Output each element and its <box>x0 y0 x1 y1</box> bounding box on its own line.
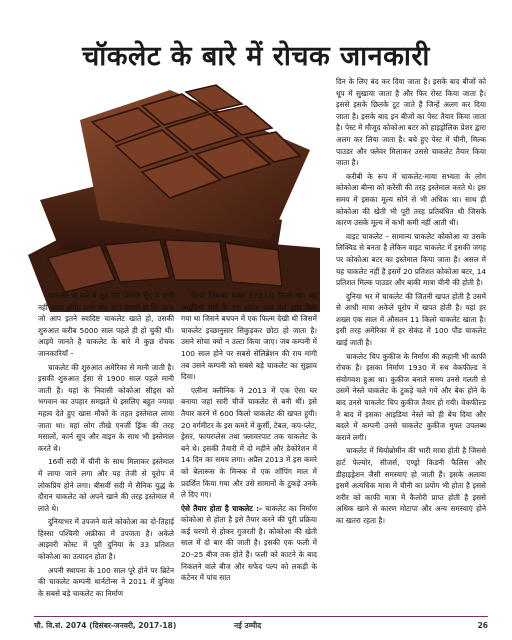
section-heading: ऐसे तैयार होता है चाकलेट :- <box>181 503 263 513</box>
paragraph: अपनी स्थापना के 100 साल पूरे होने पर ब्रिटेन की चाकलेट कम्पनी थार्नटोन्स ने 2011 में दुनिया के सबसे बड़े चाकलेट का निर्माण <box>38 565 174 598</box>
paragraph: वाइट चाकलेट – सामान्य चाकलेट कोकोआ या उसके लिक्विड से बनता है लेकिन वाइट चाकलेट में इसकी जगह पर कोकोआ बटर का इस्तेमाल किया जाता है। असल में यह चाकलेट नहीं है इसमें 20 प्रतिशत कोकोआ बटर, 14 प्रतिशत मिल्क पाउडर और बाकी मात्रा चीनी की होती है। <box>336 231 486 288</box>
footer-rule <box>34 616 488 617</box>
paragraph: दिन के लिए बंद कर दिया जाता है। इसके बाद बीजों को धूप में सुखाया जाता है और फिर रोस्ट किया जाता है। इससे इसके छिलके टूट जाते हैं जिन्हें अलग कर दिया जाता है। इसके बाद इन बीजों का पेस्ट तैयार किया जाता है। पेस्ट में मौजूद कोकोआ बटर को हाइड्रोलिक प्रेशर द्वारा अलग कर लिया जाता है। बचे हुए पेस्ट में चीनी, मिल्क पाउडर और फ्लेवर मिलाकर उससे चाकलेट तैयार किया जाता है। <box>336 77 486 168</box>
paragraph: 16वीं सदी में चीनी के साथ मिलाकर इस्तेमाल में लाया जाने लगा और यह तेजी से यूरोप में लोकप्रिय होने लगा। बीसवीं सदी में सैनिक युद्ध के दौरान चाकलेट को अपने खाने की तरह इस्तेमाल में लाते थे। <box>38 457 174 513</box>
section-text: चाकलेट का निर्माण कोकोआ से होता है इसे तैयार करने की पूरी प्रक्रिया कई चरणों से होकर गुजरती है। कोकोआ की खेती साल में दो बार की जाती है। इसकी एक फली में 20–25 बीज तक होते हैं। फली को काटने के बाद निकलने वाले बीज और सफेद पल्प को लकड़ी के कंटेनर में पांच सात <box>181 503 317 583</box>
paragraph: किया जिसका वजन 5792.0 किलो था। यह आइडिया थार्न के एक स्टाफ पाल बेल द्वारा दिया गया था जिसने बचपन में एक फिल्म देखी थी जिसमें चाकलेट इच्छानुसार सिकुड़कर छोटा हो जाता है। उसने सोचा क्यों न उल्टा किया जाए। जब कम्पनी में 100 साल होने पर सबसे सेलिब्रेशन की राय मांगी तब उसने कम्पनी को सबसे बड़े चाकलेट का सुझाव दिया। <box>181 291 317 382</box>
paragraph: दुनिया भर में चाकलेट की जितनी खपत होती है उसमें से आधी मात्रा अकेले यूरोप में खपत होती है। यहां हर शख्स एक साल में औसतन 11 किलो चाकलेट खाता है। इसी तरह अमेरिका में हर सेकंड में 100 पौंड चाकलेट खाई जाती है। <box>336 291 486 348</box>
paragraph: चाकलेट चिप कुकीज के निर्माण की कहानी भी काफी रोचक है। इसका निर्माण 1930 में रुथ वेकफील्ड ने संयोगवश हुआ था। कुकीज बनाते समय उनसे गलती से उसमें नेस्ले चाकलेट के टुकड़े चले गये और बेक होने के बाद उनसे चाकलेट चिप कुकीज तैयार हो गयी। वेकफील्ड ने बाद में इसका आइडिया नेस्ले को ही बेच दिया और बदले में कम्पनी उनसे चाकलेट कुकीज मुफ्त उपलब्ध कराने लगी। <box>336 351 486 442</box>
paragraph: चाकलेट की शुरुआत अमेरिका से मानी जाती है। इसकी शुरुआत ईसा से 1900 साल पहले मानी जाती है। यहां के निवासी कोकोआ सीड्स को भगवान का उपहार समझते थे इसलिए बहुत ज्यादा महत्व देते हुए खास मौकों के तहत इस्तेमाल लाया जाता था। वहां लोग तीखे एनर्जी ड्रिंक की तरह मसालों, कार्न सूप और वाइन के साथ भी इस्तेमाल करते थे। <box>38 362 174 453</box>
page-title: चॉकलेट के बारे में रोचक जानकारी <box>82 41 430 72</box>
paragraph: दुनियाभर में उपजने वाले कोकोआ का दो-तिहाई हिस्सा पश्चिमी अफ्रीका में उपजता है। अकेले आइवरी कोस्ट में पूरी दुनिया के 33 प्रतिशत कोकोआ का उत्पादन होता है। <box>38 517 174 562</box>
chocolate-bar-photo <box>20 80 322 312</box>
page-number: 26 <box>477 621 488 630</box>
paragraph: चाकलेट के बारे में सुन कर किसके मुँह में पानी नहीं आता होगा। मगर क्या आप जानते हो कि आज जो आप इतने स्वादिष्ट चाकलेट खाते हो, उसकी शुरुआत करीब 5000 साल पहले ही हो चुकी थी। आइये जानते है चाकलेट के बारे में कुछ रोचक जानकारियाँ – <box>38 291 174 358</box>
paragraph: चाकलेट में थियोब्रोमीन की भारी मात्रा होती है जिससे हार्ट फेल्योर, सीजर्स, एण्ड्रो किडनी फैलिस और डीहाइड्रेशन जैसी समस्याएं हो जाती हैं। इसके अलावा इसमें अत्यधिक मात्रा में चीनी का प्रयोग भी होता है इससे शरीर को काफी मात्रा में कैलोरी प्राप्त होती है इससे अधिक खाने से कारण मोटापा और अन्य समस्याएं होने का खतरा रहता है। <box>336 446 486 525</box>
page-footer <box>0 616 512 640</box>
article-column-3 <box>336 76 486 616</box>
article-column-2 <box>181 290 317 615</box>
article-column-1 <box>38 290 174 615</box>
paragraph: एलीना क्लीनिक ने 2013 में एक ऐसा घर बनाया जहां सारी चीजें चाकलेट से बनी थीं। इसे तैयार करने में 600 किलो चाकलेट की खपत हुयी। 20 वर्गमीटर के इस कमरे में कुर्सी, टेबल, कप-प्लेट, ड्रेसर, फायरप्लेस तथा फ्लावरपाट तक चाकलेट के बने थे। इसकी तैयारी में दो महीने और डेकोरेशन में 14 दिन का समय लगा। अप्रैल 2013 में इस कमरे को बेलारूस के मिन्स्क में एक शॉपिंग माल में प्रदर्शित किया गया और उसे सामानों के टुकड़े उनके ले दिए गए। <box>181 385 317 500</box>
footer-magazine-name: नई उम्मीद <box>234 621 262 630</box>
footer-issue: चौ. वि.सं. 2074 (दिसंबर-जनवरी, 2017-18) <box>34 621 177 630</box>
section-paragraph <box>181 503 317 584</box>
paragraph: करीबी के रूप में चाकलेट-माया सभ्यता के लोग कोकोआ बीन्स को करेंसी की तरह इस्तेमाल करते थे। इस समय में इसका मूल्य सोने से भी अधिक था। साथ ही कोकोआ की खेती भी पूरी तरह प्रतिबंधित थी जिसके कारण उसके मूल्य में कभी कमी नहीं आती थी। <box>336 171 486 228</box>
